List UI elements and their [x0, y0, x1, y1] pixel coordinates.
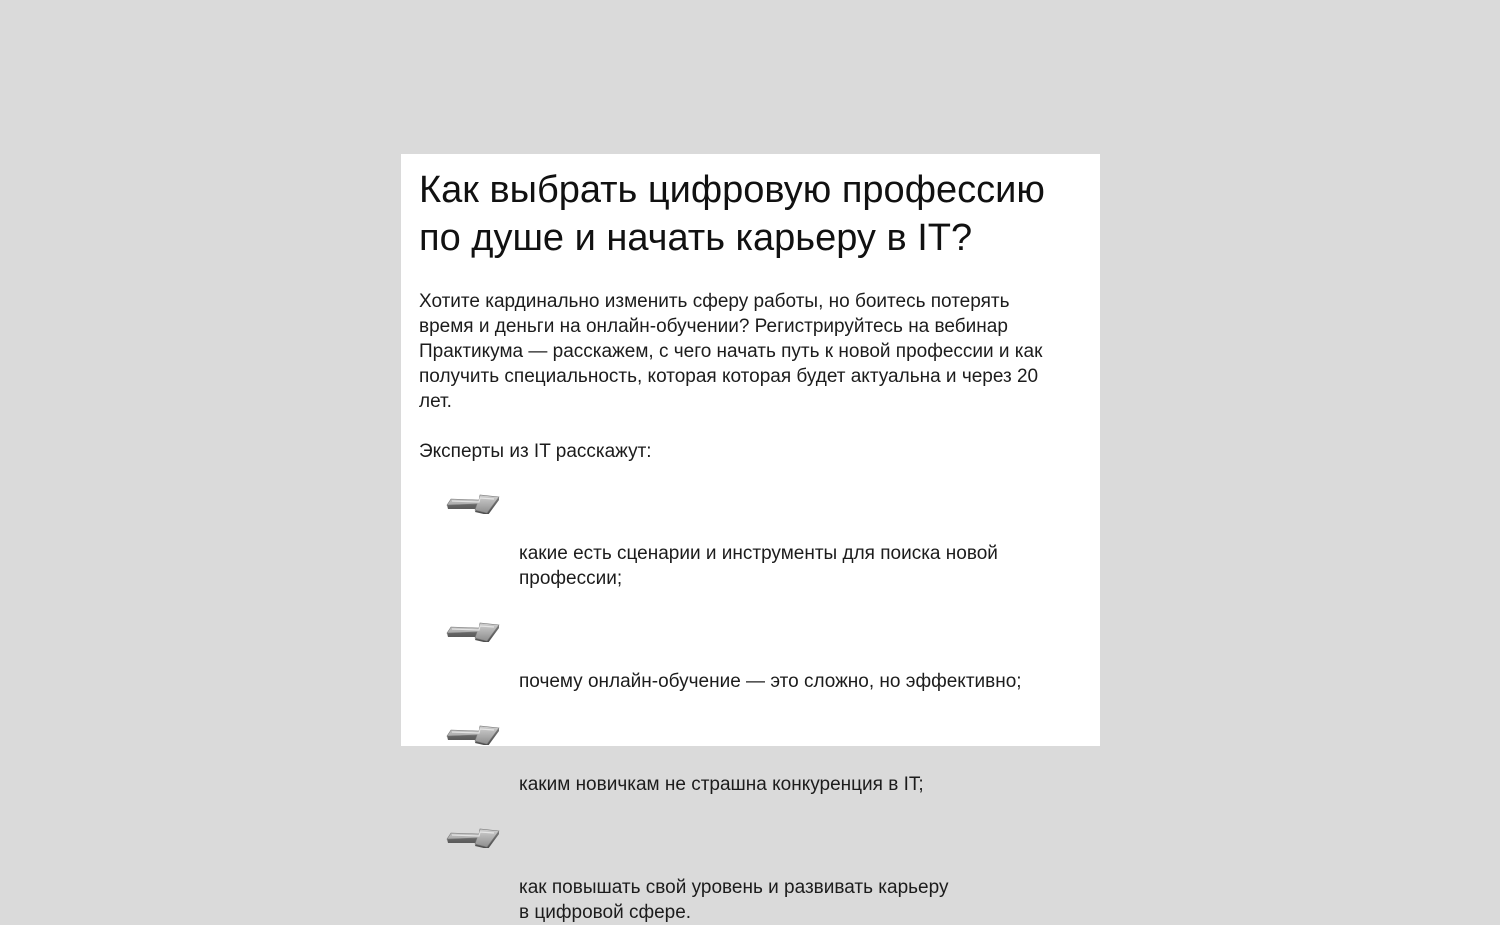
arrow-bullet-icon: [445, 826, 501, 848]
arrow-bullet-icon: [445, 620, 501, 642]
list-item-text: почему онлайн-обучение — это сложно, но эффективно;: [519, 671, 1022, 692]
page-title: Как выбрать цифровую профессию по душе и начать карьеру в IT?: [419, 169, 1045, 259]
article-card: [401, 154, 1100, 923]
arrow-bullet-icon: [445, 492, 501, 514]
list-item: [419, 825, 1082, 925]
list-item-text: какие есть сценарии и инструменты для поиска новой профессии;: [519, 543, 998, 589]
experts-lead: Эксперты из IT расскажут:: [419, 441, 652, 462]
list-item-text: каким новичкам не страшна конкуренция в IT;: [519, 774, 924, 795]
list-item: [419, 722, 1082, 797]
intro-paragraph: Хотите кардинально изменить сферу работы, но боитесь потерять время и деньги на онлайн-обучении? Регистрируйтесь на вебинар Практикума — расскажем, с чего начать путь к новой профессии и как получить специальность, которая которая будет актуальна и через 20 лет.: [419, 291, 1043, 412]
arrow-bullet-icon: [445, 723, 501, 745]
list-item-text: как повышать свой уровень и развивать карьеру в цифровой сфере.: [519, 877, 949, 923]
list-item: [419, 491, 1082, 591]
topics-list: [419, 491, 1082, 925]
list-item: [419, 619, 1082, 694]
